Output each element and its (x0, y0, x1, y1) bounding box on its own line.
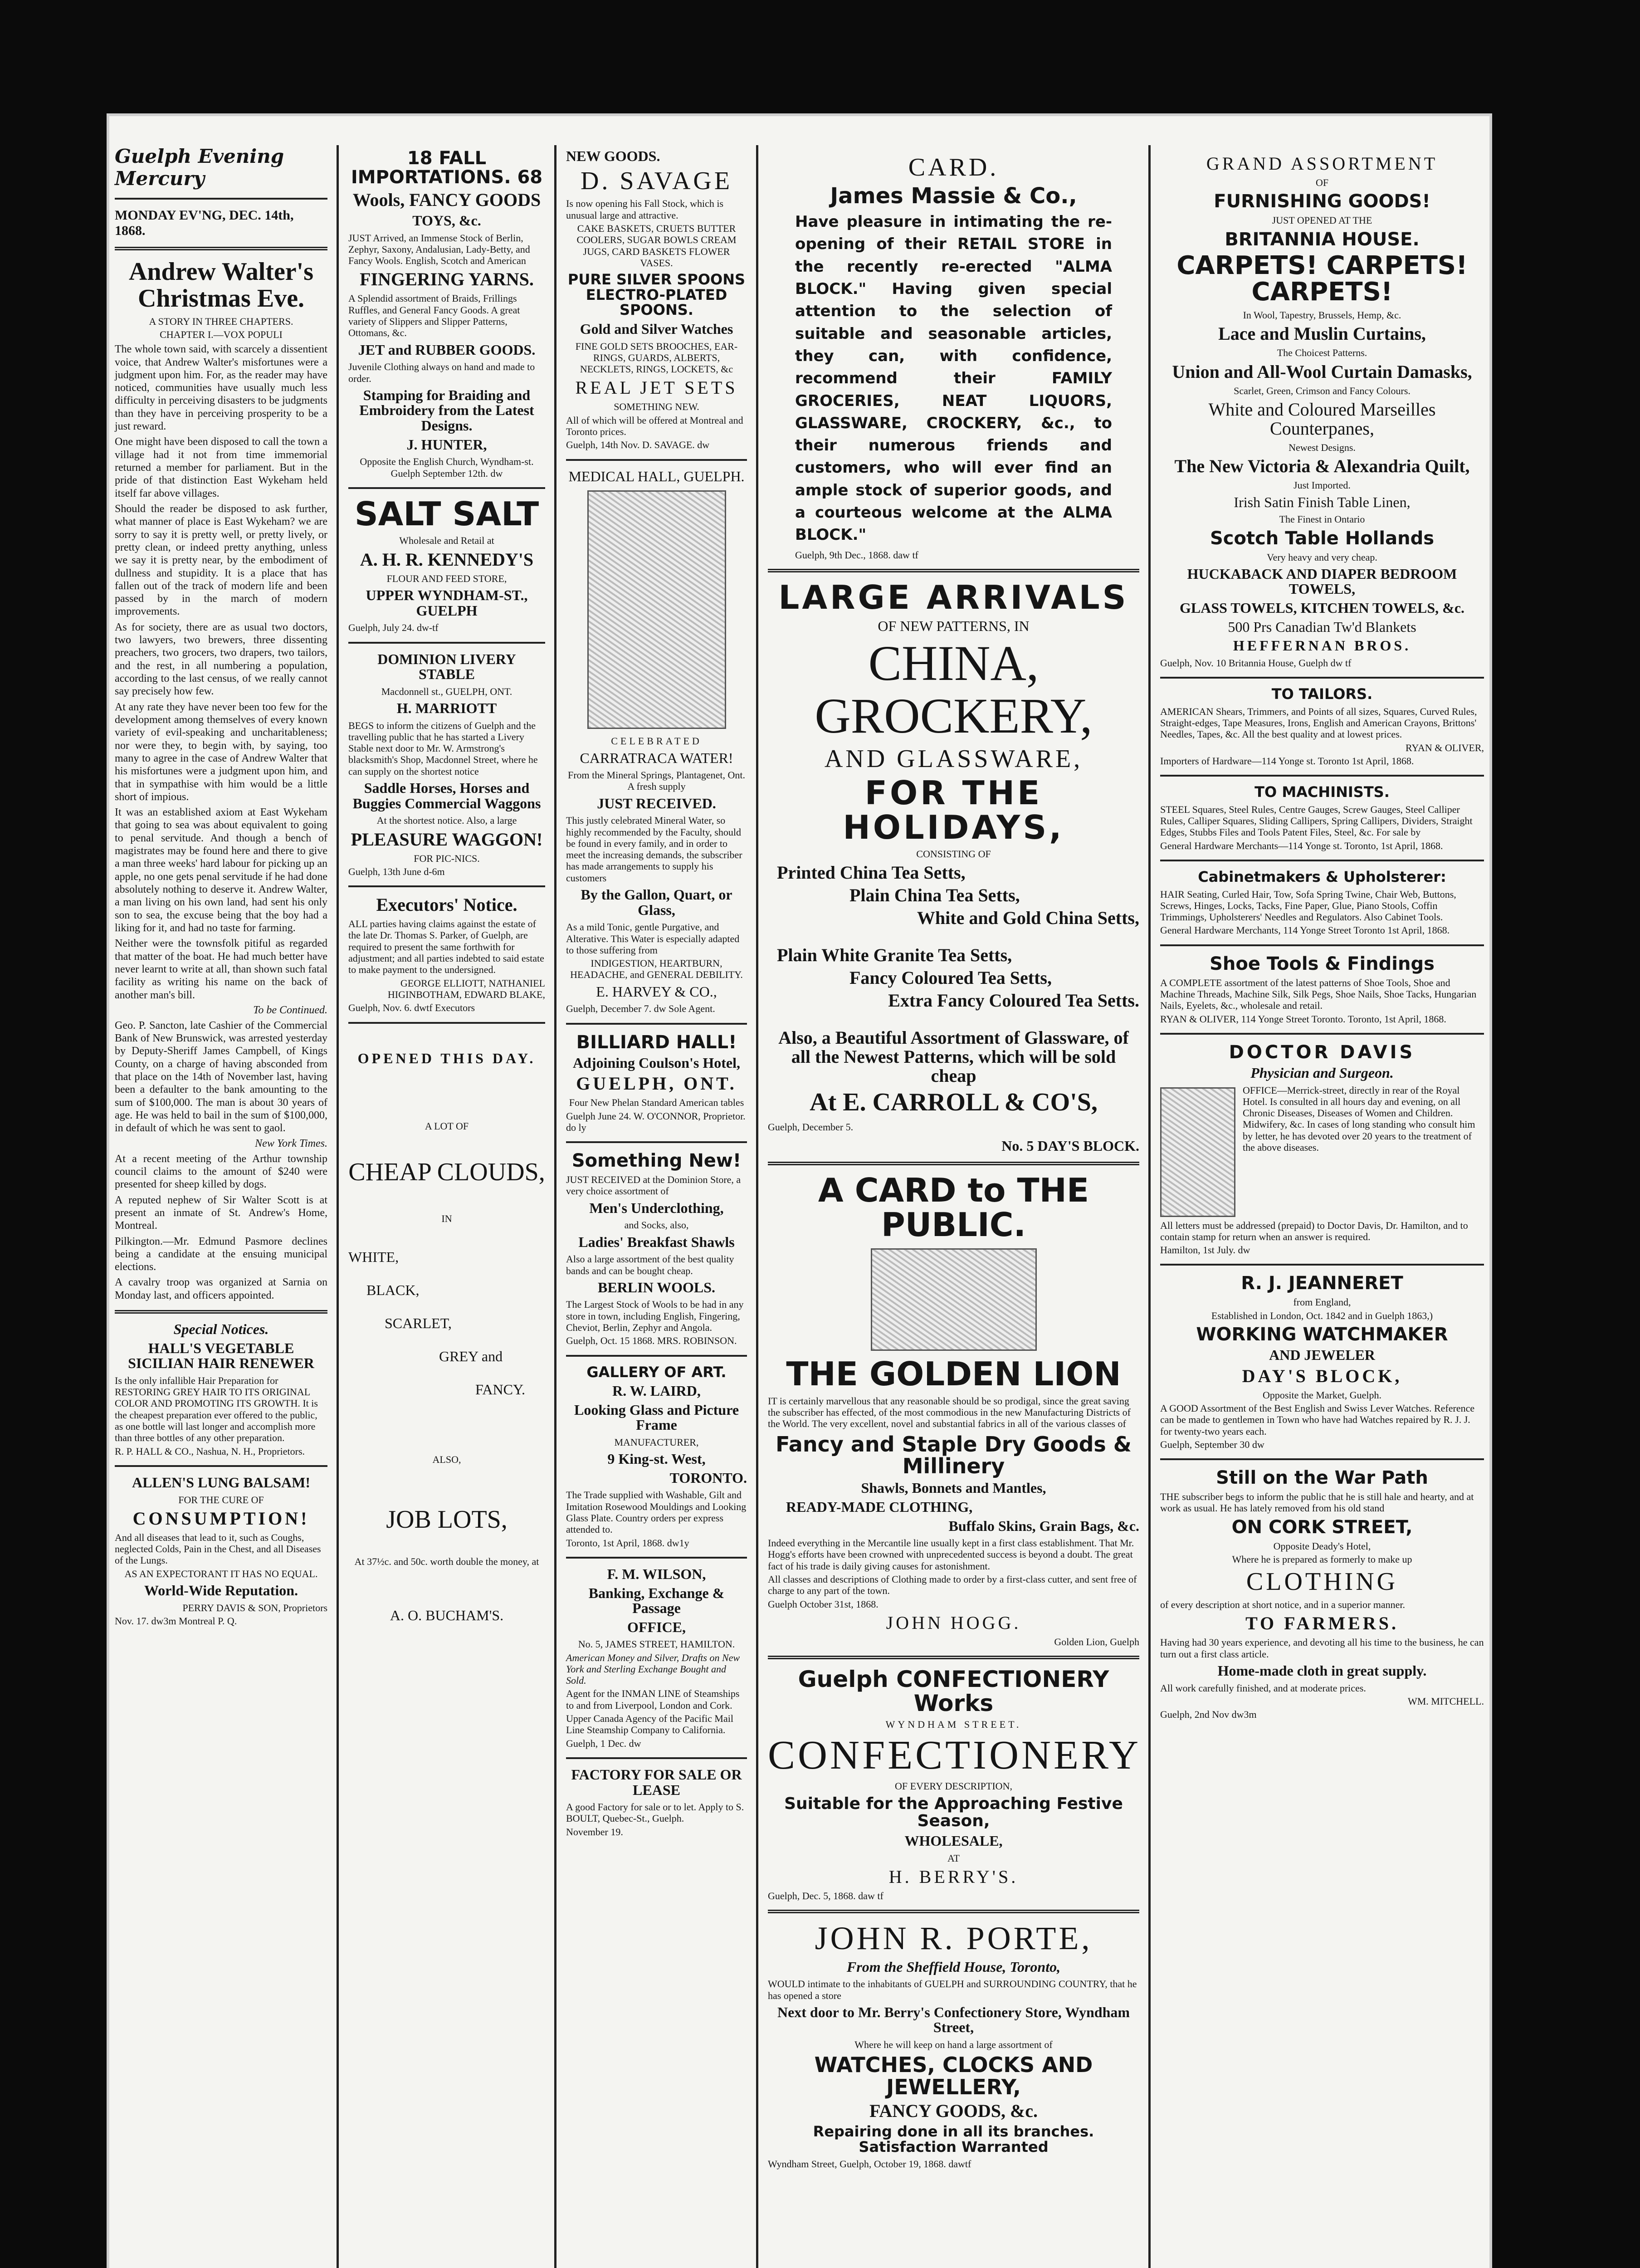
ryan-signature: Importers of Hardware—114 Yonge st. Toronto 1st April, 1868. (1160, 755, 1414, 767)
news-item: A reputed nephew of Sir Walter Scott is at present an inmate of St. Andrew's Home, Montreal. (115, 1194, 327, 1232)
just-imported: Just Imported. (1293, 479, 1351, 491)
golden-lion-body: IT is certainly marvellous that any reasonable should be so prodigal, since the great saving the subscriber has effected, of the most commodious in the new Manufacturing Districts of the World. The very excellent, novel and substantial fabrics in all of the various classes of (768, 1395, 1131, 1430)
buchams: A. O. BUCHAM'S. (390, 1607, 504, 1623)
pleasure-waggon: PLEASURE WAGGON! (351, 829, 543, 850)
just-received: JUST RECEIVED. (597, 795, 716, 811)
machinists-body: STEEL Squares, Steel Rules, Centre Gauges, Screw Gauges, Steel Calliper Rules, Calliper Squares, Sliding Callipers, Spring Callipers, Dividers, Straight Edges, Stubbs Files and Tools Patent Files, Steel, &c. For sale by (1160, 803, 1473, 838)
allen-ad-expectorant: AS AN EXPECTORANT IT HAS NO EQUAL. (124, 1568, 318, 1579)
breakfast-shawls: Ladies' Breakfast Shawls (578, 1233, 735, 1250)
fingering-body: A Splendid assortment of Braids, Frillings Ruffles, and General Fancy Goods. A great variety of Slippers and Slipper Patterns, Ottomans, &c. (348, 293, 520, 339)
column-5 (1152, 145, 1492, 2268)
fingering-heading: FINGERING YARNS. (360, 269, 534, 290)
shortest-notice: At the shortest notice. Also, a large (376, 815, 517, 826)
wholesale: WHOLESALE, (904, 1832, 1003, 1849)
jeanneret: R. J. JEANNERET (1241, 1273, 1403, 1294)
banking-exchange: Banking, Exchange & Passage (588, 1584, 725, 1617)
davis-body: OFFICE—Merrick-street, directly in rear of the Royal Hotel. Is consulted in all hours day and evening, on all Chronic Diseases, Diseases of Women and Children. Midwifery, &c. In cases of long standing who consult him by letter, he has devoted over 20 years to the treatment of the above diseases. (1243, 1084, 1475, 1154)
manufacturer: MANUFACTURER, (614, 1436, 699, 1448)
column-rule (1148, 145, 1151, 2268)
marriott-name: H. MARRIOTT (396, 699, 497, 716)
doctor-davis: DOCTOR DAVIS (1229, 1041, 1415, 1063)
cake-baskets: CAKE BASKETS, CRUETS BUTTER COOLERS, SUGAR BOWLS CREAM JUGS, CARD BASKETS FLOWER VASES. (576, 222, 737, 269)
jeanneret-signature: Guelph, September 30 dw (1160, 1438, 1264, 1450)
repairing: Repairing done in all its branches. Satisfaction Warranted (813, 2122, 1094, 2156)
wools-body: JUST Arrived, an Immense Stock of Berlin, Zephyr, Saxony, Andalusian, Lady-Betty, and Fancy Wools. English, Scotch and American (348, 232, 530, 267)
jeanneret-body: A GOOD Assortment of the Best English and Swiss Lever Watches. Reference can be made to gentlemen in Town who have had Watches repaired by R. J. J. for twenty-two years each. (1160, 1402, 1475, 1437)
berry-name: H. BERRY'S. (888, 1866, 1019, 1887)
harvey-signature: Guelph, December 7. dw Sole Agent. (566, 1003, 715, 1015)
allen-ad-reputation: World-Wide Reputation. (144, 1582, 298, 1598)
job-lots: JOB LOTS, (386, 1505, 508, 1534)
grand-assortment: GRAND ASSORTMENT (1206, 153, 1438, 174)
union-body: Scarlet, Green, Crimson and Fancy Colours. (1234, 385, 1411, 396)
berlin-signature: Guelph, Oct. 15 1868. MRS. ROBINSON. (566, 1335, 737, 1347)
faithfully: All work carefully finished, and at moderate prices. (1160, 1682, 1366, 1694)
finest-ontario: The Finest in Ontario (1279, 513, 1365, 525)
story-paragraph: At any rate they have never been too few for the development among themselves of every known variety of evil-speaking and uncharitableness; nor were they, to begin with, by saying, too many to agree in the case of Andrew Walter that his misfortunes were a judgment upon him, and that in sympathise with him would be a little short of impious. (115, 701, 327, 803)
hall-ad-heading: HALL'S VEGETABLE SICILIAN HAIR RENEWER (128, 1339, 314, 1372)
mitchell-signature: Guelph, 2nd Nov dw3m (1160, 1709, 1257, 1721)
fine-gold: FINE GOLD SETS BROOCHES, EAR-RINGS, GUARDS, ALBERTS, NECKLETS, RINGS, LOCKETS, &c (575, 340, 738, 375)
saddle-horses: Saddle Horses, Horses and Buggies Commercial Waggons (352, 780, 541, 811)
physician: Physician and Surgeon. (1250, 1064, 1394, 1081)
marseilles: White and Coloured Marseilles Counterpanes, (1208, 399, 1436, 439)
story-continued: To be Continued. (253, 1004, 327, 1016)
days-block: DAY'S BLOCK, (1242, 1365, 1402, 1386)
confectionery-works: Guelph CONFECTIONERY Works (798, 1666, 1109, 1716)
hunter-name: J. HUNTER, (406, 436, 487, 453)
confectionery: CONFECTIONERY (768, 1732, 1142, 1778)
of-word: OF (1315, 177, 1329, 188)
pure-silver: PURE SILVER SPOONS ELECTRO-PLATED SPOONS. (567, 271, 746, 319)
medical-hall-illustration (587, 490, 726, 729)
allen-ad-for: FOR THE CURE OF (178, 1494, 264, 1505)
clothing-body: of every description at short notice, and in a superior manner. (1160, 1599, 1406, 1611)
newspaper-page (107, 113, 1492, 2268)
tables-signature: Guelph June 24. W. O'CONNOR, Proprietor. do ly (566, 1110, 746, 1133)
tailors-body: AMERICAN Shears, Trimmers, and Points of all sizes, Squares, Curved Rules, Straight-edges, Tape Measures, Irons, English and American Crayons, Brittons' Needles, Tapes, &c. All the best quality and at lowest prices. (1160, 705, 1477, 740)
war-path: Still on the War Path (1216, 1467, 1428, 1489)
mineral-body: This justly celebrated Mineral Water, so highly recommended by the Faculty, should be found in every family, and in order to meet the increasing demands, the subscriber has made arrangements to supply his customers (566, 815, 742, 884)
hall-ad-body: Is the only infallible Hair Preparation for RESTORING GREY HAIR TO ITS ORIGINAL COLOR AND PROMOTING ITS GROWTH. It is the cheapest preparation ever offered to the public, as one bottle will last longer and accomplish more than three bottles of any other preparation. (115, 1374, 318, 1444)
printed-china: Printed China Tea Setts, (777, 862, 966, 883)
kennedy-name: A. H. R. KENNEDY'S (360, 549, 534, 570)
column-rule (554, 145, 556, 2268)
carpets: CARPETS! CARPETS! CARPETS! (1176, 250, 1468, 307)
hogg-body-2: All classes and descriptions of Clothing made to order by a first-class cutter, and sent free of charge to any part of the town. (768, 1574, 1137, 1597)
column-rule (756, 145, 758, 2268)
savage-body: Is now opening his Fall Stock, which is unusual large and attractive. (566, 198, 724, 221)
gallery-of-art: GALLERY OF ART. (586, 1363, 727, 1381)
carratraca-from: From the Mineral Springs, Plantagenet, Ont. A fresh supply (567, 769, 746, 792)
wilson-name: F. M. WILSON, (607, 1565, 706, 1582)
salt-sub: Wholesale and Retail at (399, 535, 494, 547)
doctor-portrait (1160, 1087, 1235, 1217)
story-paragraph: It was an established axiom at East Wykeham that going to sea was about equivalent to going to penal servitude. And though a bench of magistrates may be found here and there to give a man three weeks' hard labour for picking up an apple, no one gets penal servitude if he had done absolutely nothing to deserve it. Andrew Walter, a man living on his own land, had sent his only son to sea, the excuse being that the boy had a liking for it, and had no taste for farming. (115, 807, 327, 934)
grey-line: GREY and (439, 1348, 503, 1365)
extra-fancy: Extra Fancy Coloured Tea Setts. (888, 990, 1139, 1011)
shoe-signature: RYAN & OLIVER, 114 Yonge Street Toronto. Toronto, 1st April, 1868. (1160, 1013, 1446, 1025)
new-goods: NEW GOODS. (566, 148, 660, 164)
shawls-bonnets: Shawls, Bonnets and Mantles, (861, 1480, 1046, 1496)
opposite-deady: Opposite Deady's Hotel, (1273, 1540, 1371, 1552)
masthead-title: Guelph Evening Mercury (115, 145, 284, 190)
news-item: At a recent meeting of the Arthur township council claims to the amount of $240 were presented for sheep killed by dogs. (115, 1153, 327, 1191)
hall-ad-signature: R. P. HALL & CO., Nashua, N. H., Proprietors. (115, 1445, 305, 1457)
also-word: ALSO, (432, 1454, 461, 1466)
story-paragraph: The whole town said, with scarcely a dissentient voice, that Andrew Walter's misfortunes were a judgment upon him. For, as the reader may have noticed, communities have usually much less difficulty in perceiving disasters to be judgments than they have in perceiving prosperity to be a just reward. (115, 343, 327, 433)
sheffield-house: From the Sheffield House, Toronto, (846, 1958, 1061, 1975)
laird-name: R. W. LAIRD, (612, 1383, 701, 1399)
upper-wyndham: UPPER WYNDHAM-ST., GUELPH (366, 587, 528, 619)
by-the-gallon: By the Gallon, Quart, or Glass, (581, 886, 732, 918)
home-made: Home-made cloth in great supply. (1217, 1662, 1427, 1679)
cabinet-signature: General Hardware Merchants, 114 Yonge Street Toronto 1st April, 1868. (1160, 924, 1450, 936)
shawls-body: Also a large assortment of the best quality bands and can be bought cheap. (566, 1253, 734, 1276)
gold-watches: Gold and Silver Watches (580, 320, 733, 337)
shoe-tools: Shoe Tools & Findings (1210, 953, 1435, 974)
just-opened: JUST OPENED AT THE (1272, 215, 1372, 226)
at-word: AT (947, 1852, 960, 1864)
billiard-hall: BILLIARD HALL! (576, 1031, 737, 1053)
column-1 (107, 145, 336, 2268)
stamping-heading: Stamping for Braiding and Embroidery from the Latest Designs. (359, 386, 534, 434)
britannia-house: BRITANNIA HOUSE. (1225, 229, 1420, 250)
black-line: BLACK, (366, 1281, 420, 1298)
executors-signature: Guelph, Nov. 6. dwtf Executors (348, 1002, 475, 1014)
glassware-also: Also, a Beautiful Assortment of Glassware, of all the Newest Patterns, which will be sold cheap (778, 1027, 1129, 1086)
to-farmers: TO FARMERS. (1245, 1613, 1399, 1634)
cheap-clouds: CHEAP CLOUDS, (348, 1158, 545, 1187)
executors-names: GEORGE ELLIOTT, NATHANIEL HIGINBOTHAM, EDWARD BLAKE, (387, 977, 545, 1000)
column-3 (558, 145, 755, 2268)
from-england: from England, (1293, 1296, 1351, 1308)
toys-heading: TOYS, &c. (412, 212, 481, 229)
to-machinists: TO MACHINISTS. (1254, 783, 1390, 801)
furnishing-goods: FURNISHING GOODS! (1214, 191, 1430, 212)
days-block: No. 5 DAY'S BLOCK. (1001, 1137, 1139, 1154)
story-title: Andrew Walter's Christmas Eve. (128, 258, 314, 313)
clothing: CLOTHING (1246, 1568, 1398, 1596)
davis-signature: Hamilton, 1st July. dw (1160, 1244, 1250, 1256)
fancy-coloured: Fancy Coloured Tea Setts, (849, 968, 1052, 988)
coulson: Adjoining Coulson's Hotel, (573, 1054, 740, 1071)
cabinetmakers: Cabinetmakers & Upholsterer: (1198, 868, 1446, 885)
special-notices-heading: Special Notices. (173, 1321, 269, 1338)
column-rule (337, 145, 339, 2268)
plain-granite: Plain White Granite Tea Setts, (777, 945, 1012, 966)
plain-china: Plain China Tea Setts, (849, 885, 1020, 906)
white-line: WHITE, (348, 1248, 399, 1265)
huckaback: HUCKABACK AND DIAPER BEDROOM TOWELS, (1187, 565, 1457, 597)
story-subtitle: A STORY IN THREE CHAPTERS. (149, 315, 293, 327)
glass-towels: GLASS TOWELS, KITCHEN TOWELS, &c. (1179, 600, 1465, 616)
medical-hall: MEDICAL HALL, GUELPH. (568, 468, 745, 484)
union-damasks: Union and All-Wool Curtain Damasks, (1172, 361, 1472, 382)
savage-heading: D. SAVAGE (580, 166, 733, 195)
wyndham-street: WYNDHAM STREET. (885, 1719, 1022, 1730)
inman-line: Agent for the INMAN LINE of Steamships to and from Liverpool, London and Cork. (566, 1688, 740, 1711)
ryan-oliver: RYAN & OLIVER, (1406, 742, 1484, 753)
irish-linen: Irish Satin Finish Table Linen, (1234, 494, 1411, 510)
fancy-staple: Fancy and Staple Dry Goods & Millinery (776, 1432, 1132, 1479)
new-patterns: OF NEW PATTERNS, IN (878, 617, 1030, 634)
china-grockery: CHINA, GROCKERY, (815, 635, 1093, 743)
prepared: Where he is prepared as formerly to make up (1232, 1554, 1412, 1565)
blankets: 500 Prs Canadian Tw'd Blankets (1228, 618, 1416, 635)
celebrated: CELEBRATED (611, 735, 702, 747)
festive-season: Suitable for the Approaching Festive Season, (784, 1794, 1123, 1831)
mens-underclothing: Men's Underclothing, (589, 1199, 724, 1216)
to-tailors: TO TAILORS. (1271, 685, 1373, 703)
and-jeweler: AND JEWELER (1269, 1347, 1375, 1364)
allen-ad-date: Nov. 17. dw3m Montreal P. Q. (115, 1615, 237, 1627)
salt-heading: SALT SALT (354, 494, 539, 533)
berlin-body: The Largest Stock of Wools to be had in any store in town, including English, Fingering, Cheviot, Berlin, Zephyr and Angola. (566, 1299, 744, 1333)
american-money: American Money and Silver, Drafts on New York and Sterling Exchange Bought and Sold. (566, 1652, 740, 1686)
davis-body-2: All letters must be addressed (prepaid) to Doctor Davis, Dr. Hamilton, and to contain stamp for return when an answer is required. (1160, 1219, 1468, 1242)
mitchell-name: WM. MITCHELL. (1407, 1695, 1484, 1707)
porte-body: WOULD intimate to the inhabitants of GUELPH and SURROUNDING COUNTRY, that he has opened a store (768, 1978, 1137, 2001)
story-paragraph: Should the reader be disposed to ask further, what manner of place is East Wykeham? we are sorry to say it is pretty well, or pretty lively, or pretty clean, or indeed pretty anything, unless we say it is pretty near, by the embodiment of dullness and stupidity. It is a place that has fallen out of the track of modern life and been passed by in the march of modern improvements. (115, 503, 327, 618)
allen-ad-body: And all diseases that lead to it, such as Coughs, neglected Colds, Pain in the Chest, and all Diseases of the Lungs. (115, 1531, 321, 1566)
something-new-body: JUST RECEIVED at the Dominion Store, a very choice assortment of (566, 1174, 741, 1197)
every-description: OF EVERY DESCRIPTION, (895, 1780, 1012, 1792)
hogg-store: Golden Lion, Guelph (1054, 1636, 1139, 1647)
story-paragraph: Neither were the townsfolk pitiful as regarded that matter of the boat. He had much better have never learnt to write at all, than shown such fatal facility as writing his name on the back of another man's bill. (115, 938, 327, 1001)
dominion-address: Macdonnell st., GUELPH, ONT. (381, 685, 512, 697)
cork-street: ON CORK STREET, (1231, 1516, 1413, 1538)
ready-made: READY-MADE CLOTHING, (786, 1498, 973, 1515)
upper-canada-agency: Upper Canada Agency of the Pacific Mail Line Steamship Company to California. (566, 1713, 733, 1736)
card-heading: CARD. (908, 153, 999, 181)
victoria-quilt: The New Victoria & Alexandria Quilt, (1174, 456, 1470, 477)
factory-heading: FACTORY FOR SALE OR LEASE (571, 1766, 742, 1798)
column-2 (340, 145, 553, 2268)
flour-store: FLOUR AND FEED STORE, (386, 572, 507, 584)
and-glassware: AND GLASSWARE, (824, 745, 1083, 773)
newest-designs: Newest Designs. (1289, 442, 1356, 454)
heffernan-signature: Guelph, Nov. 10 Britannia House, Guelph dw tf (1160, 657, 1352, 669)
dateline: MONDAY EV'NG, DEC. 14th, 1868. (115, 208, 294, 238)
massie-name: James Massie & Co., (830, 183, 1077, 209)
king-street: 9 King-st. West, (607, 1451, 706, 1467)
wools-heading: Wools, FANCY GOODS (352, 190, 541, 210)
for-the-holidays: FOR THE HOLIDAYS, (843, 773, 1064, 846)
hogg-name: JOHN HOGG. (886, 1612, 1021, 1633)
carroll-name: At E. CARROLL & CO'S, (810, 1088, 1098, 1117)
something-new-small: SOMETHING NEW. (614, 401, 699, 413)
job-lots-body: At 37½c. and 50c. worth double the money, at (354, 1555, 539, 1567)
carratraca-water: CARRATRACA WATER! (580, 749, 733, 766)
factory-body: A good Factory for sale or to let. Apply to S. BOULT, Quebec-St., Guelph. (566, 1801, 744, 1824)
a-lot-of: A LOT OF (425, 1120, 469, 1132)
wilson-signature: Guelph, 1 Dec. dw (566, 1737, 641, 1749)
story-paragraph: As for society, there are as usual two doctors, two lawyers, two brewers, three dissenting preachers, two grocers, two drapers, two tailors, and the rest, in all numbering a population, according to the last census, of we really cannot say precisely how few. (115, 621, 327, 698)
news-source: New York Times. (255, 1137, 327, 1149)
opened-heading: OPENED THIS DAY. (357, 1050, 536, 1066)
massie-body: Have pleasure in intimating the re-opening of their RETAIL STORE in the recently re-erected "ALMA BLOCK." Having given special attention to the selection of suitable and seasonable articles, they can, with confidence, recommend their FAMILY GROCERIES, NEAT LIQUORS, GLASSWARE, CROCKERY, &c., to their numerous friends and customers, who will ever find an ample stock of superior goods, and a courteous welcome at the ALMA BLOCK." (795, 213, 1112, 544)
marriott-body: BEGS to inform the citizens of Guelph and the travelling public that he has started a Livery Stable next door to Mr. W. Armstrong's blacksmith's Shop, Macdonnel Street, where he can supply on the shortest notice (348, 719, 538, 777)
white-gold: White and Gold China Setts, (917, 908, 1139, 929)
card-to-public: A CARD to THE PUBLIC. (818, 1171, 1089, 1244)
office: OFFICE, (627, 1618, 686, 1635)
berlin-wools: BERLIN WOOLS. (597, 1279, 716, 1295)
chapter-heading: CHAPTER I.—VOX POPULI (160, 328, 283, 340)
massie-signature: Guelph, 9th Dec., 1868. daw tf (795, 549, 918, 561)
consisting-of: CONSISTING OF (916, 848, 991, 860)
real-jet: REAL JET SETS (575, 377, 738, 398)
jet-body: Juvenile Clothing always on hand and made to order. (348, 361, 535, 384)
hogg-body: Indeed everything in the Mercantile line usually kept in a first class establishment. That Mr. Hogg's efforts have been crowned with unprecedented success is beyond a doubt. The great fact of his trade is daily giving causes for astonishment. (768, 1537, 1134, 1572)
looking-glass: Looking Glass and Picture Frame (574, 1401, 739, 1433)
news-item: A cavalry troop was organized at Sarnia on Monday last, and officers appointed. (115, 1276, 327, 1301)
shoe-body: A COMPLETE assortment of the latest patterns of Shoe Tools, Shoe and Machine Threads, Machine Silk, Silk Pegs, Shoe Nails, Shoe Tacks, Hungarian Nails, Eyelets, &c., wholesale and retail. (1160, 977, 1477, 1012)
laird-signature: Toronto, 1st April, 1868. dw1y (566, 1537, 689, 1549)
guelph-ont: GUELPH, ONT. (576, 1073, 737, 1094)
war-body: THE subscriber begs to inform the public that he is still hale and hearty, and at work as usual. He has lately removed from his old stand (1160, 1491, 1474, 1514)
ailments: INDIGESTION, HEARTBURN, HEADACHE, and GENERAL DEBILITY. (570, 958, 743, 981)
established: Established in London, Oct. 1842 and in Guelph 1863,) (1211, 1310, 1433, 1321)
large-arrivals: LARGE ARRIVALS (778, 578, 1129, 616)
hunter-address: Opposite the English Church, Wyndham-st. Guelph September 12th. dw (360, 456, 534, 479)
porte-signature: Wyndham Street, Guelph, October 19, 1868. dawtf (768, 2158, 971, 2170)
something-new: Something New! (571, 1150, 742, 1172)
picnics-date: Guelph, 13th June d-6m (348, 865, 445, 877)
heavy-cheap: Very heavy and very cheap. (1267, 551, 1377, 563)
porte-name: JOHN R. PORTE, (815, 1920, 1093, 1957)
kennedy-date: Guelph, July 24. dw-tf (348, 622, 439, 634)
watches-clocks: WATCHES, CLOCKS AND JEWELLERY, (814, 2053, 1093, 2099)
lace-curtains: Lace and Muslin Curtains, (1218, 323, 1426, 344)
dominion-heading: DOMINION LIVERY STABLE (377, 650, 516, 683)
news-item: Geo. P. Sancton, late Cashier of the Commercial Bank of New Brunswick, was arrested yesterday by Deputy-Sheriff James Campbell, of Kings County, on a charge of having absconded from that place on the 14th of November last, having been a defaulter to the bank amounting to the sum of $100,000. The man is about 30 years of age. He was held to bail in the sum of $100,000, in default of which he was sent to gaol. (115, 1019, 327, 1134)
fancy-line: FANCY. (475, 1381, 525, 1398)
allen-ad-consumption: CONSUMPTION! (132, 1508, 310, 1529)
savage-foot: All of which will be offered at Montreal and Toronto prices. (566, 414, 743, 438)
carpets-body: In Wool, Tapestry, Brussels, Hemp, &c. (1243, 309, 1401, 321)
in-word: IN (441, 1213, 452, 1225)
choicest-patterns: The Choicest Patterns. (1277, 347, 1367, 359)
tables: Four New Phelan Standard American tables (569, 1097, 744, 1109)
jet-heading: JET and RUBBER GOODS. (358, 341, 536, 358)
carroll-signature: Guelph, December 5. (768, 1121, 854, 1133)
lion-illustration (871, 1248, 1037, 1351)
berry-signature: Guelph, Dec. 5, 1868. daw tf (768, 1890, 883, 1901)
savage-signature: Guelph, 14th Nov. D. SAVAGE. dw (566, 439, 710, 451)
column-4 (760, 145, 1147, 2268)
farmers-body: Having had 30 years experience, and devoting all his time to the business, he can turn out a first class article. (1160, 1637, 1484, 1660)
executors-body: ALL parties having claims against the estate of the late Dr. Thomas S. Parker, of Guelph, are required to present the same forthwith for adjustment; and all parties indebted to said estate to make payment to the undersigned. (348, 918, 544, 976)
working-watchmaker: WORKING WATCHMAKER (1196, 1324, 1448, 1345)
factory-date: November 19. (566, 1826, 623, 1838)
fancy-goods: FANCY GOODS, &c. (869, 2100, 1038, 2121)
heffernan: HEFFERNAN BROS. (1233, 637, 1411, 654)
golden-lion: THE GOLDEN LION (786, 1355, 1121, 1393)
laird-body: The Trade supplied with Washable, Gilt and Imitation Rosewood Mouldings and Looking Glass Plate. Country orders per express attended to. (566, 1489, 747, 1535)
story-paragraph: One might have been disposed to call the town a village had it not from time immemorial returned a member for parliament. But in the pride of that distinction East Wykeham held itself far above villages. (115, 436, 327, 499)
socks: and Socks, also, (624, 1219, 689, 1231)
next-door: Next door to Mr. Berry's Confectionery Store, Wyndham Street, (777, 2004, 1130, 2036)
scarlet-line: SCARLET, (385, 1315, 452, 1331)
james-street: No. 5, JAMES STREET, HAMILTON. (578, 1638, 735, 1650)
opposite-market: Opposite the Market, Guelph. (1262, 1389, 1382, 1401)
hogg-date: Guelph October 31st, 1868. (768, 1598, 879, 1610)
allen-ad-heading: ALLEN'S LUNG BALSAM! (132, 1474, 310, 1491)
fall-importations-heading: 18 FALL IMPORTATIONS. 68 (351, 148, 543, 188)
harvey-name: E. HARVEY & CO., (596, 983, 717, 1000)
porte-body-2: Where he will keep on hand a large assortment of (854, 2039, 1053, 2051)
machinists-signature: General Hardware Merchants—114 Yonge st. Toronto, 1st April, 1868. (1160, 840, 1443, 851)
picnics: FOR PIC-NICS. (414, 852, 480, 864)
buffalo-skins: Buffalo Skins, Grain Bags, &c. (948, 1517, 1139, 1534)
toronto: TORONTO. (669, 1469, 747, 1486)
scotch-hollands: Scotch Table Hollands (1210, 528, 1435, 549)
aperient: As a mild Tonic, gentle Purgative, and Alterative. This Water is especially adapted to those suffering from (566, 921, 740, 956)
allen-ad-signature: PERRY DAVIS & SON, Proprietors (182, 1602, 327, 1613)
cabinet-body: HAIR Seating, Curled Hair, Tow, Sofa Spring Twine, Chair Web, Buttons, Screws, Hinges, Locks, Tacks, Fine Paper, Glue, Piano Stools, Coffin Trimmings, Upholsterers' Needles and Regulators. Also Cabinet Tools. (1160, 888, 1456, 923)
news-item: Pilkington.—Mr. Edmund Pasmore declines being a candidate at the ensuing municipal elections. (115, 1235, 327, 1273)
executors-heading: Executors' Notice. (376, 894, 517, 915)
